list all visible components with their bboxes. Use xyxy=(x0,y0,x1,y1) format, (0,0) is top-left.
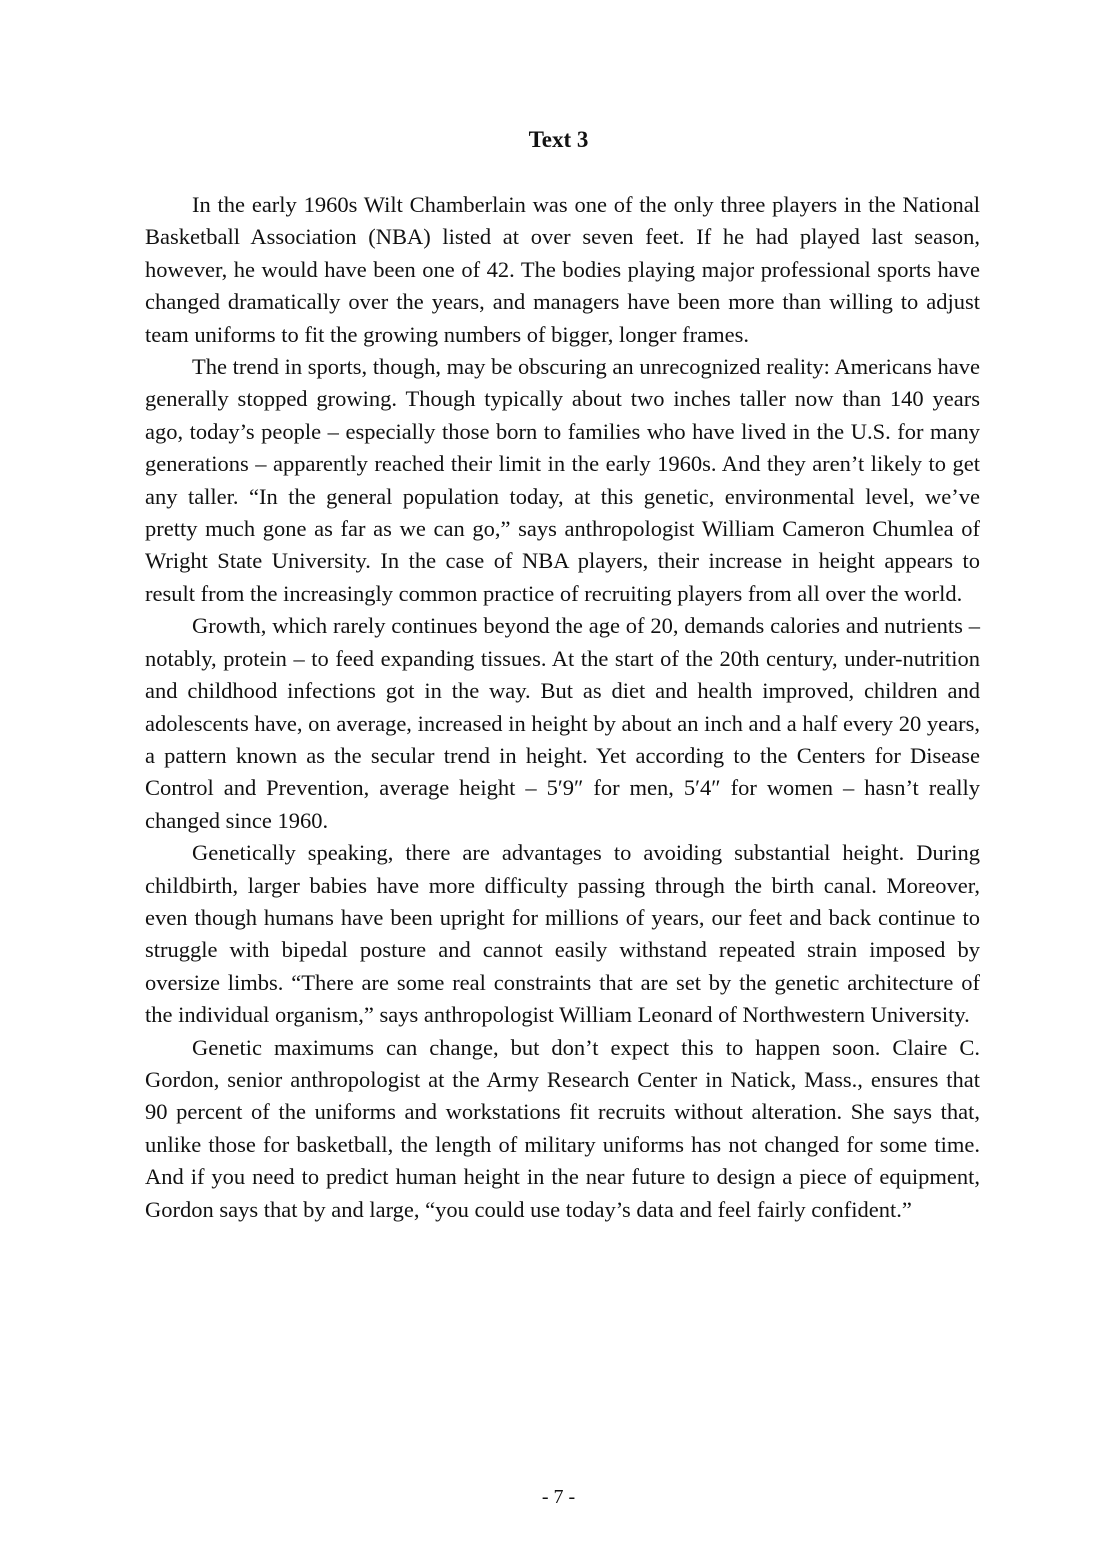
paragraph-5: Genetic maximums can change, but don’t expect this to happen soon. Claire C. Gordon, senior anthropologist at the Army Research Center in Natick, Mass., ensures that 90 percent of the uniforms and workstations fit recruits without alteration. She says that, unlike those for basketball, the length of military uniforms has not changed for some time. And if you need to predict human height in the near future to design a piece of equipment, Gordon says that by and large, “you could use today’s data and feel fairly confident.” xyxy=(145,1034,980,1222)
paragraph-1: In the early 1960s Wilt Chamberlain was one of the only three players in the National Basketball Association (NBA) listed at over seven feet. If he had played last season, however, he would have been one of 42. The bodies playing major professional sports have changed dramatically over the years, and managers have been more than willing to adjust team uniforms to fit the growing numbers of bigger, longer frames. xyxy=(145,192,980,347)
page-title: Text 3 xyxy=(528,127,589,152)
page-number: - 7 - xyxy=(541,1486,576,1508)
article-body xyxy=(145,189,980,1226)
paragraph-3: Growth, which rarely continues beyond the age of 20, demands calories and nutrients – notably, protein – to feed expanding tissues. At the start of the 20th century, under-nutrition and childhood infections got in the way. But as diet and health improved, children and adolescents have, on average, increased in height by about an inch and a half every 20 years, a pattern known as the secular trend in height. Yet according to the Centers for Disease Control and Prevention, average height – 5′9″ for men, 5′4″ for women – hasn’t really changed since 1960. xyxy=(145,613,980,833)
paragraph-4: Genetically speaking, there are advantages to avoiding substantial height. During childbirth, larger babies have more difficulty passing through the birth canal. Moreover, even though humans have been upright for millions of years, our feet and back continue to struggle with bipedal posture and cannot easily withstand repeated strain imposed by oversize limbs. “There are some real constraints that are set by the genetic architecture of the individual organism,” says anthropologist William Leonard of Northwestern University. xyxy=(145,840,980,1028)
paragraph-2: The trend in sports, though, may be obscuring an unrecognized reality: Americans have generally stopped growing. Though typically about two inches taller now than 140 years ago, today’s people – especially those born to families who have lived in the U.S. for many generations – apparently reached their limit in the early 1960s. And they aren’t likely to get any taller. “In the general population today, at this genetic, environmental level, we’ve pretty much gone as far as we can go,” says anthropologist William Cameron Chumlea of Wright State University. In the case of NBA players, their increase in height appears to result from the increasingly common practice of recruiting players from all over the world. xyxy=(145,354,980,606)
